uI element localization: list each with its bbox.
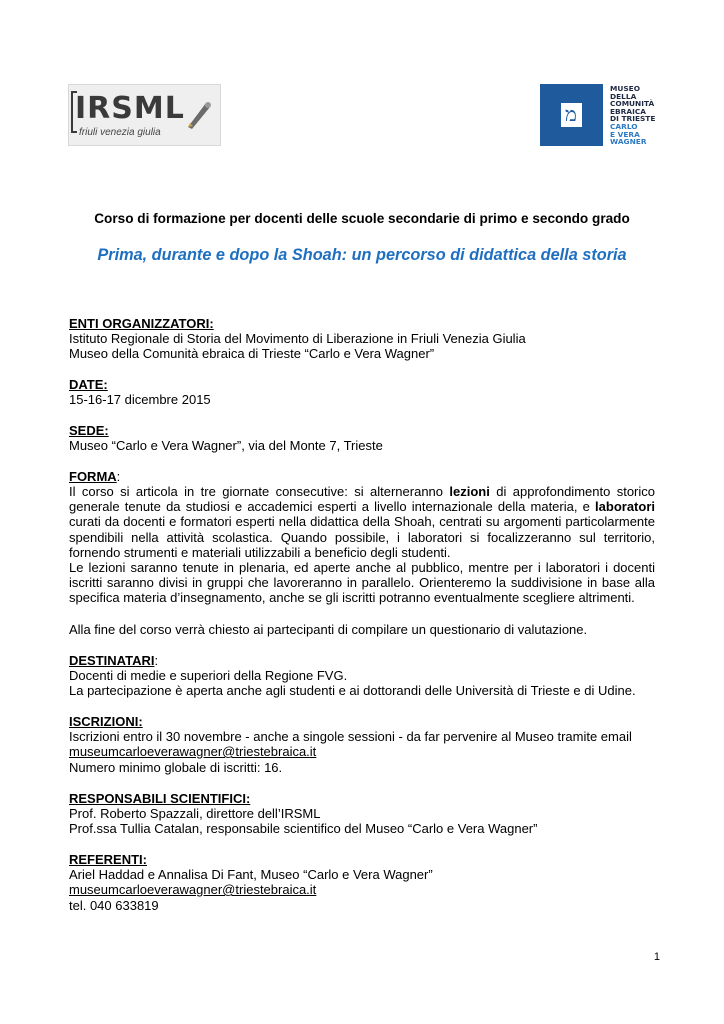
iscrizioni-line: Iscrizioni entro il 30 novembre - anche a singole sessioni - da far pervenire al Museo tramite email <box>69 729 632 744</box>
forma-heading: FORMA <box>69 469 117 484</box>
sede-heading: SEDE: <box>69 423 109 438</box>
referenti-heading: REFERENTI: <box>69 852 147 867</box>
destinatari-colon: : <box>154 653 159 668</box>
museo-logo <box>540 84 660 146</box>
referenti-email-link[interactable]: museumcarloeverawagner@triestebraica.it <box>69 882 317 897</box>
sede-value: Museo “Carlo e Vera Wagner”, via del Monte 7, Trieste <box>69 438 383 453</box>
forma-text: Il corso si articola in tre giornate consecutive: si alterneranno <box>69 484 450 499</box>
date-heading: DATE: <box>69 377 108 392</box>
responsabili-line: Prof. Roberto Spazzali, direttore dell’IRSML <box>69 806 321 821</box>
hebrew-mem-glyph: מ <box>565 102 577 126</box>
museo-line: MUSEO <box>610 84 641 93</box>
destinatari-line: La partecipazione è aperta anche agli studenti e ai dottorandi delle Università di Trieste e di Udine. <box>69 683 636 698</box>
forma-paragraph-2: Le lezioni saranno tenute in plenaria, ed aperte anche al pubblico, mentre per i laboratori i docenti iscritti saranno divisi in gruppi che lavoreranno in parallelo. Orienteremo la suddivisione in base alla specifica materia d’insegnamento, anche se gli iscritti potranno eventualmente scegliere altrimenti. <box>69 560 655 606</box>
enti-line: Museo della Comunità ebraica di Trieste “Carlo e Vera Wagner” <box>69 346 435 361</box>
irsml-logo-text: IRSML <box>75 91 185 126</box>
forma-text: curati da docenti e formatori esperti nella didattica della Shoah, centrati su argomenti particolarmente spendibili nella attività scolastica. Quando possibile, i laboratori si focalizzeranno sul territorio, fornendo strumenti e materiali utilizzabili a beneficio degli studenti. <box>69 514 655 560</box>
enti-line: Istituto Regionale di Storia del Movimento di Liberazione in Friuli Venezia Giulia <box>69 331 526 346</box>
date-value: 15-16-17 dicembre 2015 <box>69 392 211 407</box>
museo-line: DELLA <box>610 91 637 101</box>
museo-line: E VERA <box>610 129 640 139</box>
museo-line: CARLO <box>610 121 638 131</box>
iscrizioni-email-link[interactable]: museumcarloeverawagner@triestebraica.it <box>69 744 317 759</box>
forma-bold-laboratori: laboratori <box>595 499 655 515</box>
museo-logo-text <box>610 85 655 146</box>
referenti-tel: tel. 040 633819 <box>69 898 159 913</box>
enti-heading: ENTI ORGANIZZATORI: <box>69 316 214 331</box>
pen-icon <box>186 99 212 129</box>
museo-line: WAGNER <box>610 137 647 147</box>
responsabili-line: Prof.ssa Tullia Catalan, responsabile scientifico del Museo “Carlo e Vera Wagner” <box>69 821 538 836</box>
forma-bold-lezioni: lezioni <box>449 484 490 499</box>
irsml-logo-subtitle: friuli venezia giulia <box>79 127 161 138</box>
forma-paragraph-1 <box>69 484 655 560</box>
main-title: Prima, durante e dopo la Shoah: un percorso di didattica della storia <box>97 246 627 264</box>
course-title: Corso di formazione per docenti delle scuole secondarie di primo e secondo grado <box>94 211 630 226</box>
page-number: 1 <box>653 951 660 963</box>
iscrizioni-heading: ISCRIZIONI: <box>69 714 143 729</box>
irsml-logo <box>68 84 221 146</box>
forma-heading-row <box>69 469 120 484</box>
museo-logo-mark <box>540 84 603 146</box>
forma-colon: : <box>116 469 121 484</box>
destinatari-heading-row <box>69 653 158 668</box>
forma-paragraph-3: Alla fine del corso verrà chiesto ai partecipanti di compilare un questionario di valutazione. <box>69 622 588 637</box>
museo-line: DI TRIESTE <box>610 114 656 124</box>
referenti-line: Ariel Haddad e Annalisa Di Fant, Museo “Carlo e Vera Wagner” <box>69 867 433 882</box>
museo-line: EBRAICA <box>610 106 646 116</box>
destinatari-heading: DESTINATARI <box>69 653 155 668</box>
destinatari-line: Docenti di medie e superiori della Regione FVG. <box>69 668 348 683</box>
responsabili-heading: RESPONSABILI SCIENTIFICI: <box>69 791 251 806</box>
forma-text: di approfondimento storico generale tenute da studiosi e accademici esperti a livello internazionale della materia, e <box>69 484 656 515</box>
iscrizioni-line: Numero minimo globale di iscritti: 16. <box>69 760 283 775</box>
museo-line: COMUNITÀ <box>610 99 655 109</box>
